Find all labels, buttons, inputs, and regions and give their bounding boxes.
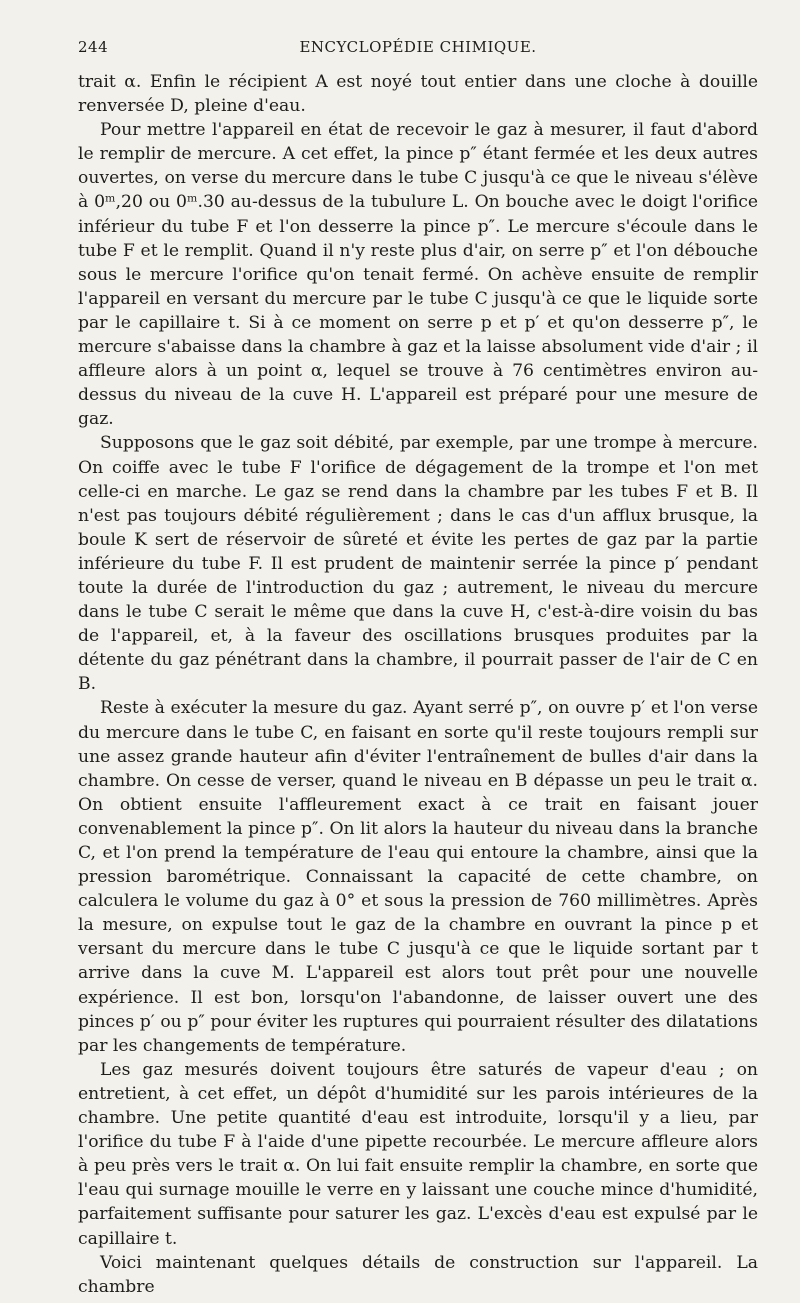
paragraph-continuation: trait α. Enfin le récipient A est noyé tout entier dans une cloche à douille renversée D, pleine d'eau. [78, 72, 758, 117]
paragraph-saturation: Les gaz mesurés doivent toujours être saturés de vapeur d'eau ; on entretient, à cet effet, un dépôt d'humidité sur les parois intérieures de la chambre. Une petite quantité d'eau est introduite, lorsqu'il y a lieu, par l'orifice du tube F à l'aide d'une pipette recourbée. Le mercure affleure alors à peu près vers le trait α. On lui fait ensuite remplir la chambre, en sorte que l'eau qui surnage mouille le verre en y laissant une couche mince d'humidité, parfaitement suffisante pour saturer les gaz. L'excès d'eau est expulsé par le capillaire t. [78, 1059, 758, 1249]
paragraph-filling-procedure: Pour mettre l'appareil en état de recevoir le gaz à mesurer, il faut d'abord le remplir de mercure. A cet effet, la pince p″ étant fermée et les deux autres ouvertes, on verse du mercure dans le tube C jusqu'à ce que le niveau s'élève à 0ᵐ,20 ou 0ᵐ.30 au-dessus de la tubulure L. On bouche avec le doigt l'orifice inférieur du tube F et l'on desserre la pince p″. Le mercure s'écoule dans le tube F et le remplit. Quand il n'y reste plus d'air, on serre p″ et l'on débouche sous le mercure l'orifice qu'on tenait fermé. On achève ensuite de remplir l'appareil en versant du mercure par le tube C jusqu'à ce que le liquide sorte par le capillaire t. Si à ce moment on serre p et p′ et qu'on desserre p″, le mercure s'abaisse dans la chambre à gaz et la laisse absolument vide d'air ; il affleure alors à un point α, lequel se trouve à 76 centimètres environ au-dessus du niveau de la cuve H. L'appareil est préparé pour une mesure de gaz. [78, 120, 758, 430]
running-title: ENCYCLOPÉDIE CHIMIQUE. [299, 38, 537, 56]
paragraph-construction: Voici maintenant quelques détails de construction sur l'appareil. La chambre [78, 1252, 758, 1297]
paragraph-gas-delivery: Supposons que le gaz soit débité, par exemple, par une trompe à mercure. On coiffe avec le tube F l'orifice de dégagement de la trompe et l'on met celle-ci en marche. Le gaz se rend dans la chambre par les tubes F et B. Il n'est pas toujours débité régulièrement ; dans le cas d'un afflux brusque, la boule K sert de réservoir de sûreté et évite les pertes de gaz par la partie inférieure du tube F. Il est prudent de maintenir serrée la pince p′ pendant toute la durée de l'introduction du gaz ; autrement, le niveau du mercure dans le tube C serait le même que dans la cuve H, c'est-à-dire voisin du bas de l'appareil, et, à la faveur des oscillations brusques produites par la détente du gaz pénétrant dans la chambre, il pourrait passer de l'air de C en B. [78, 433, 758, 695]
page-header [78, 38, 758, 64]
body-text [78, 70, 758, 1299]
page-number: 244 [78, 38, 109, 56]
paragraph-gas-measurement: Reste à exécuter la mesure du gaz. Ayant serré p″, on ouvre p′ et l'on verse du mercure dans le tube C, en faisant en sorte qu'il reste toujours rempli sur une assez grande hauteur afin d'éviter l'entraînement de bulles d'air dans la chambre. On cesse de verser, quand le niveau en B dépasse un peu le trait α. On obtient ensuite l'affleurement exact à ce trait en faisant jouer convenablement la pince p″. On lit alors la hauteur du niveau dans la branche C, et l'on prend la température de l'eau qui entoure la chambre, ainsi que la pression barométrique. Connaissant la capacité de cette chambre, on calculera le volume du gaz à 0° et sous la pression de 760 millimètres. Après la mesure, on expulse tout le gaz de la chambre en ouvrant la pince p et versant du mercure dans le tube C jusqu'à ce que le liquide sortant par t arrive dans la cuve M. L'appareil est alors tout prêt pour une nouvelle expérience. Il est bon, lorsqu'on l'abandonne, de laisser ouvert une des pinces p′ ou p″ pour éviter les ruptures qui pourraient résulter des dilatations par les changements de température. [78, 698, 758, 1056]
